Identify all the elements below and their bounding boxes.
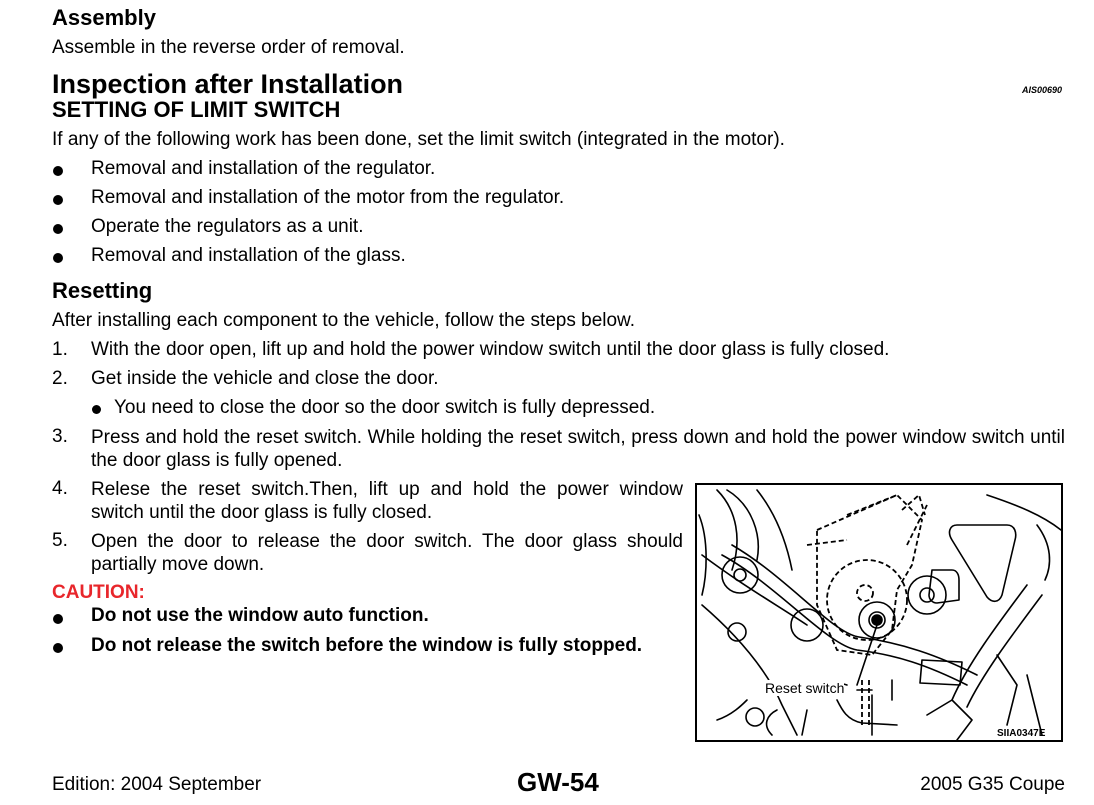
bullet-text: Removal and installation of the motor from the regulator. (91, 187, 565, 208)
bullet-text: Removal and installation of the regulator. (91, 158, 436, 179)
assembly-heading: Assembly (52, 5, 156, 30)
bullet-text: Removal and installation of the glass. (91, 245, 406, 266)
footer-model: 2005 G35 Coupe (920, 774, 1065, 795)
bullet-icon (92, 405, 101, 414)
resetting-intro: After installing each component to the vehicle, follow the steps below. (52, 310, 636, 331)
page-number: GW-54 (517, 767, 599, 797)
resetting-heading: Resetting (52, 278, 153, 303)
assembly-text: Assemble in the reverse order of removal. (52, 37, 405, 58)
step-number: 4. (52, 478, 68, 499)
bullet-icon (53, 253, 63, 263)
doc-id: AIS00690 (1022, 85, 1063, 95)
step-text: Open the door to release the door switch. The door glass should partially move down. (91, 531, 683, 575)
step-text: Relese the reset switch.Then, lift up and hold the power window switch until the door glass is fully closed. (91, 479, 683, 523)
reset-switch-callout: Reset switch (765, 680, 845, 696)
reset-switch-illustration (695, 483, 1063, 742)
step-number: 3. (52, 426, 68, 447)
bullet-icon (53, 166, 63, 176)
caution-text: Do not release the switch before the window is fully stopped. (91, 635, 643, 656)
step-number: 2. (52, 368, 68, 389)
figure-code: SIIA0347E (997, 728, 1046, 739)
caution-text: Do not use the window auto function. (91, 605, 429, 626)
inspection-heading: Inspection after Installation (52, 69, 404, 99)
step-text: With the door open, lift up and hold the power window switch until the door glass is fully closed. (91, 339, 890, 360)
step-text: Get inside the vehicle and close the door. (91, 368, 439, 389)
bullet-icon (53, 643, 63, 653)
footer-edition: Edition: 2004 September (52, 774, 262, 795)
bullet-icon (53, 224, 63, 234)
step-sub-bullet: You need to close the door so the door switch is fully depressed. (114, 397, 656, 418)
bullet-text: Operate the regulators as a unit. (91, 216, 364, 237)
step-number: 1. (52, 339, 68, 360)
bullet-icon (53, 195, 63, 205)
caution-label: CAUTION: (52, 582, 145, 603)
door-panel-drawing (697, 485, 1061, 740)
inspection-intro: If any of the following work has been done, set the limit switch (integrated in the motor). (52, 129, 785, 150)
step-number: 5. (52, 530, 68, 551)
bullet-icon (53, 614, 63, 624)
step-text: Press and hold the reset switch. While holding the reset switch, press down and hold the power window switch until the door glass is fully opened. (91, 427, 1065, 471)
setting-subheading: SETTING OF LIMIT SWITCH (52, 97, 341, 122)
